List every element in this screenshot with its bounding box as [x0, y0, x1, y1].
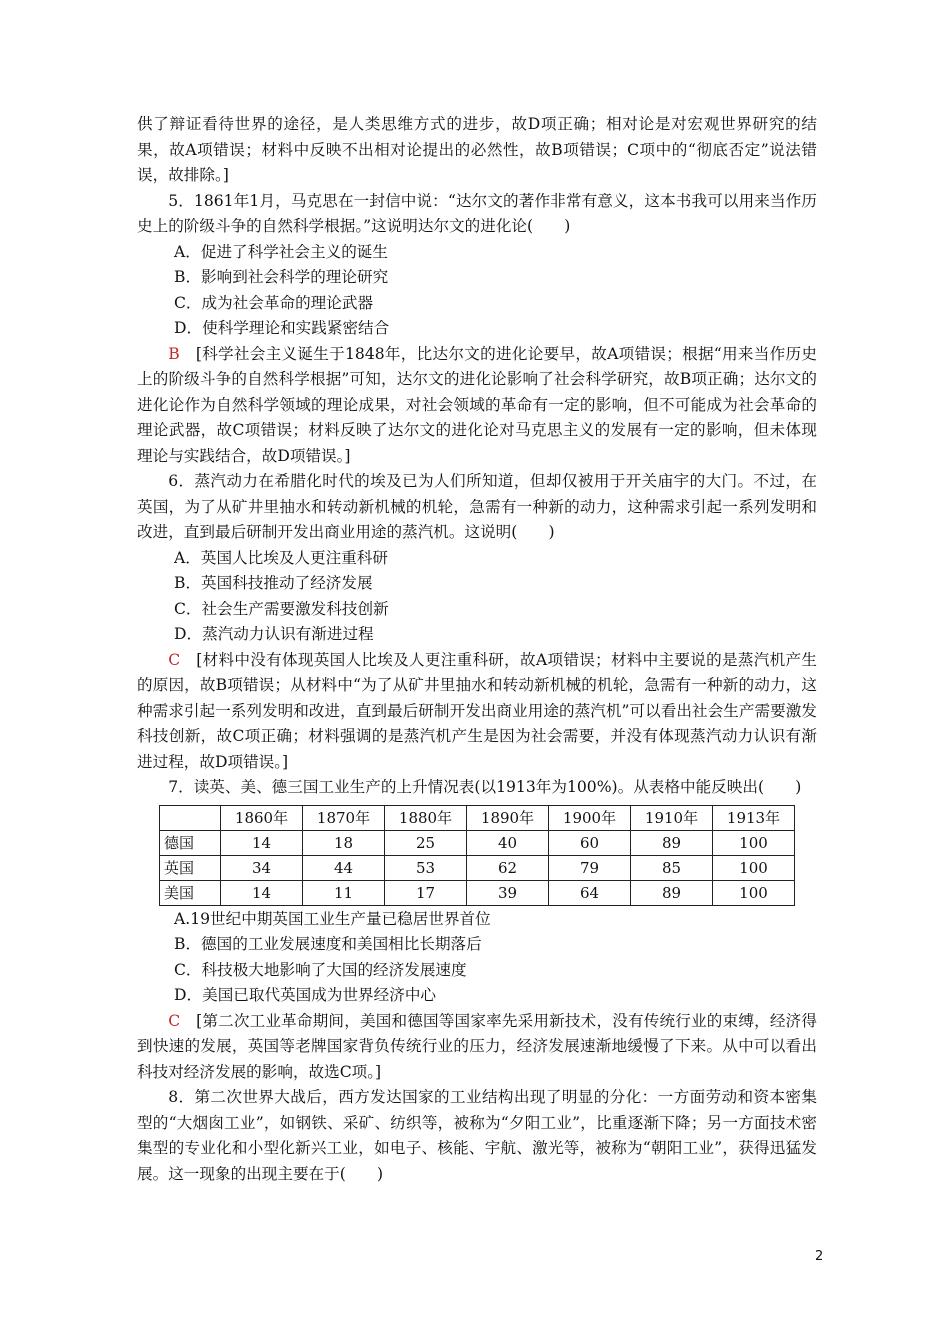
- question-7-option-b: B．德国的工业发展速度和美国相比长期落后: [174, 935, 482, 953]
- table-cell: 44: [303, 855, 385, 880]
- question-5-option-d: D．使科学理论和实践紧密结合: [174, 319, 390, 337]
- question-7-explanation-block: [137, 1009, 817, 1086]
- table-cell: 14: [221, 830, 303, 855]
- question-5-option-c: C．成为社会革命的理论武器: [174, 293, 374, 312]
- table-header-cell: 1900年: [549, 805, 631, 830]
- table-row: [160, 880, 795, 905]
- table-header-cell: [160, 805, 221, 830]
- table-cell: 64: [549, 880, 631, 905]
- table-header-cell: 1880年: [385, 805, 467, 830]
- table-cell: 25: [385, 830, 467, 855]
- table-cell: 62: [467, 855, 549, 880]
- question-7-explanation: [第二次工业革命期间，美国和德国等国家率先采用新技术，没有传统行业的束缚，经济得到快速的发展，英国等老牌国家背负传统行业的压力，经济发展速渐地缓慢了下来。从中可以看出科技对经济发展的影响，故选C项。]: [137, 1011, 817, 1081]
- table-cell: 11: [303, 880, 385, 905]
- industrial-production-table: [159, 805, 795, 906]
- table-row-label: 英国: [160, 855, 221, 880]
- question-6-option-a: A．英国人比埃及人更注重科研: [174, 548, 388, 567]
- question-8-stem: 8．第二次世界大战后，西方发达国家的工业结构出现了明显的分化：一方面劳动和资本密集型的“大烟囱工业”，如钢铁、采矿、纺织等，被称为“夕阳工业”，比重逐渐下降；另一方面技术密集型的专业化和小型化新兴工业，如电子、核能、宇航、激光等，被称为“朝阳工业”，获得迅猛发展。这一现象的出现主要在于( ): [137, 1088, 817, 1183]
- table-row: [160, 830, 795, 855]
- table-row-label: 德国: [160, 830, 221, 855]
- table-cell: 100: [713, 830, 795, 855]
- question-6-explanation: [材料中没有体现英国人比埃及人更注重科研，故A项错误；材料中主要说的是蒸汽机产生的原因，故B项错误；从材料中“为了从矿井里抽水和转动新机械的机轮，急需有一种新的动力，这种需求引起一系列发明和改进，直到最后研制开发出商业用途的蒸汽机”可以看出社会生产需要激发科技创新，故C项正确；材料强调的是蒸汽机产生是因为社会需要，并没有体现蒸汽动力认识有渐进过程，故D项错误。]: [137, 650, 817, 771]
- question-5-explanation-block: [137, 342, 817, 470]
- question-6-option-c: C．社会生产需要激发科技创新: [174, 599, 389, 618]
- question-7-option-d: D．美国已取代英国成为世界经济中心: [174, 986, 437, 1004]
- table-cell: 100: [713, 855, 795, 880]
- question-7-option-a: A.19世纪中期英国工业生产量已稳居世界首位: [174, 909, 491, 928]
- table-cell: 34: [221, 855, 303, 880]
- top-explanation: 供了辩证看待世界的途径，是人类思维方式的进步，故D项正确；相对论是对宏观世界研究的结果，故A项错误；材料中反映不出相对论提出的必然性，故B项错误；C项中的“彻底否定”说法错误，故排除。]: [137, 115, 817, 184]
- table-row: [160, 855, 795, 880]
- question-5-option-a: A．促进了科学社会主义的诞生: [174, 242, 388, 261]
- table-header-cell: 1890年: [467, 805, 549, 830]
- question-6-stem: 6．蒸汽动力在希腊化时代的埃及已为人们所知道，但却仅被用于开关庙宇的大门。不过，在英国，为了从矿井里抽水和转动新机械的机轮，急需有一种新的动力，这种需求引起一系列发明和改进，直到最后研制开发出商业用途的蒸汽机。这说明( ): [137, 472, 817, 541]
- table-header-cell: 1860年: [221, 805, 303, 830]
- question-6-option-b: B．英国科技推动了经济发展: [174, 574, 373, 592]
- table-cell: 89: [631, 830, 713, 855]
- question-7-stem: 7．读英、美、德三国工业生产的上升情况表(以1913年为100%)。从表格中能反映出( ): [168, 778, 802, 796]
- table-cell: 79: [549, 855, 631, 880]
- question-5-option-b: B．影响到社会科学的理论研究: [174, 268, 389, 286]
- table-header-cell: 1913年: [713, 805, 795, 830]
- question-7-answer: C: [168, 1011, 181, 1030]
- table-cell: 89: [631, 880, 713, 905]
- table-cell: 39: [467, 880, 549, 905]
- question-6-answer: C: [168, 650, 181, 669]
- table-header-row: [160, 805, 795, 830]
- table-cell: 60: [549, 830, 631, 855]
- question-6-option-d: D．蒸汽动力认识有渐进过程: [174, 625, 374, 643]
- table-header-cell: 1910年: [631, 805, 713, 830]
- table-cell: 53: [385, 855, 467, 880]
- page-number: 2: [815, 1249, 824, 1264]
- table-cell: 85: [631, 855, 713, 880]
- question-6-explanation-block: [137, 648, 817, 776]
- document-page: [137, 112, 817, 1187]
- table-cell: 14: [221, 880, 303, 905]
- table-cell: 100: [713, 880, 795, 905]
- table-cell: 40: [467, 830, 549, 855]
- question-7-option-c: C．科技极大地影响了大国的经济发展速度: [174, 960, 467, 979]
- table-header-cell: 1870年: [303, 805, 385, 830]
- table-cell: 17: [385, 880, 467, 905]
- table-cell: 18: [303, 830, 385, 855]
- table-row-label: 美国: [160, 880, 221, 905]
- question-5-explanation: [科学社会主义诞生于1848年，比达尔文的进化论要早，故A项错误；根据“用来当作历史上的阶级斗争的自然科学根据”可知，达尔文的进化论影响了社会科学研究，故B项正确；达尔文的进化论作为自然科学领域的理论成果，对社会领域的革命有一定的影响，但不可能成为社会革命的理论武器，故C项错误；材料反映了达尔文的进化论对马克思主义的发展有一定的影响，但未体现理论与实践结合，故D项错误。]: [137, 344, 817, 465]
- question-5-answer: B: [168, 344, 180, 363]
- question-5-stem: 5．1861年1月，马克思在一封信中说：“达尔文的著作非常有意义，这本书我可以用来当作历史上的阶级斗争的自然科学根据。”这说明达尔文的进化论( ): [137, 191, 817, 235]
